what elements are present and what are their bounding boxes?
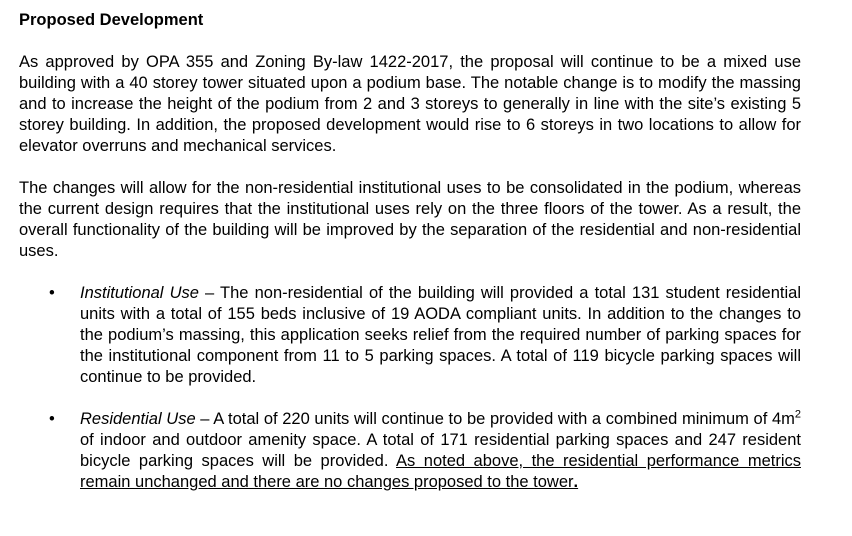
- document-page: [19, 10, 801, 514]
- underlined-period: .: [573, 473, 579, 491]
- bullet-residential-use: [19, 409, 801, 493]
- section-heading: Proposed Development: [19, 11, 204, 29]
- bullet-term: Residential Use: [80, 410, 196, 428]
- bullet-text: The non-residential of the building will provided a total 131 student residential units with a total of 155 beds inclusive of 19 AODA compliant units. In addition to the changes to the podium’s massing, this application seeks relief from the required number of parking spaces for the institutional component from 11 to 5 parking spaces. A total of 119 bicycle parking spaces will continue to be provided.: [80, 284, 801, 386]
- bullet-marker: •: [49, 284, 55, 302]
- paragraph-changes: The changes will allow for the non-residential institutional uses to be consolidated in the podium, whereas the current design requires that the institutional uses rely on the three floors of the tower. As a result, the overall functionality of the building will be improved by the separation of the residential and non-residential uses.: [19, 179, 801, 260]
- underlined-statement: As noted above, the residential performance metrics remain unchanged and there are no changes proposed to the tower: [80, 452, 801, 491]
- bullet-dash: –: [198, 284, 221, 302]
- bullet-term: Institutional Use: [80, 284, 199, 302]
- bullet-institutional-use: [19, 283, 801, 388]
- bullet-text-continued: of indoor and outdoor amenity space. A total of 171 residential parking spaces and 247 resident bicycle parking spaces will be provided.: [80, 431, 801, 470]
- paragraph-opa-approval: As approved by OPA 355 and Zoning By-law 1422-2017, the proposal will continue to be a mixed use building with a 40 storey tower situated upon a podium base. The notable change is to modify the massing and to increase the height of the podium from 2 and 3 storeys to generally in line with the site’s existing 5 storey building. In addition, the proposed development would rise to 6 storeys in two locations to allow for elevator overruns and mechanical services.: [19, 53, 801, 155]
- use-bullet-list: [19, 283, 801, 493]
- bullet-dash: –: [195, 410, 214, 428]
- superscript: 2: [794, 408, 802, 421]
- bullet-marker: •: [49, 410, 55, 428]
- bullet-text: A total of 220 units will continue to be provided with a combined minimum of 4m: [213, 410, 795, 428]
